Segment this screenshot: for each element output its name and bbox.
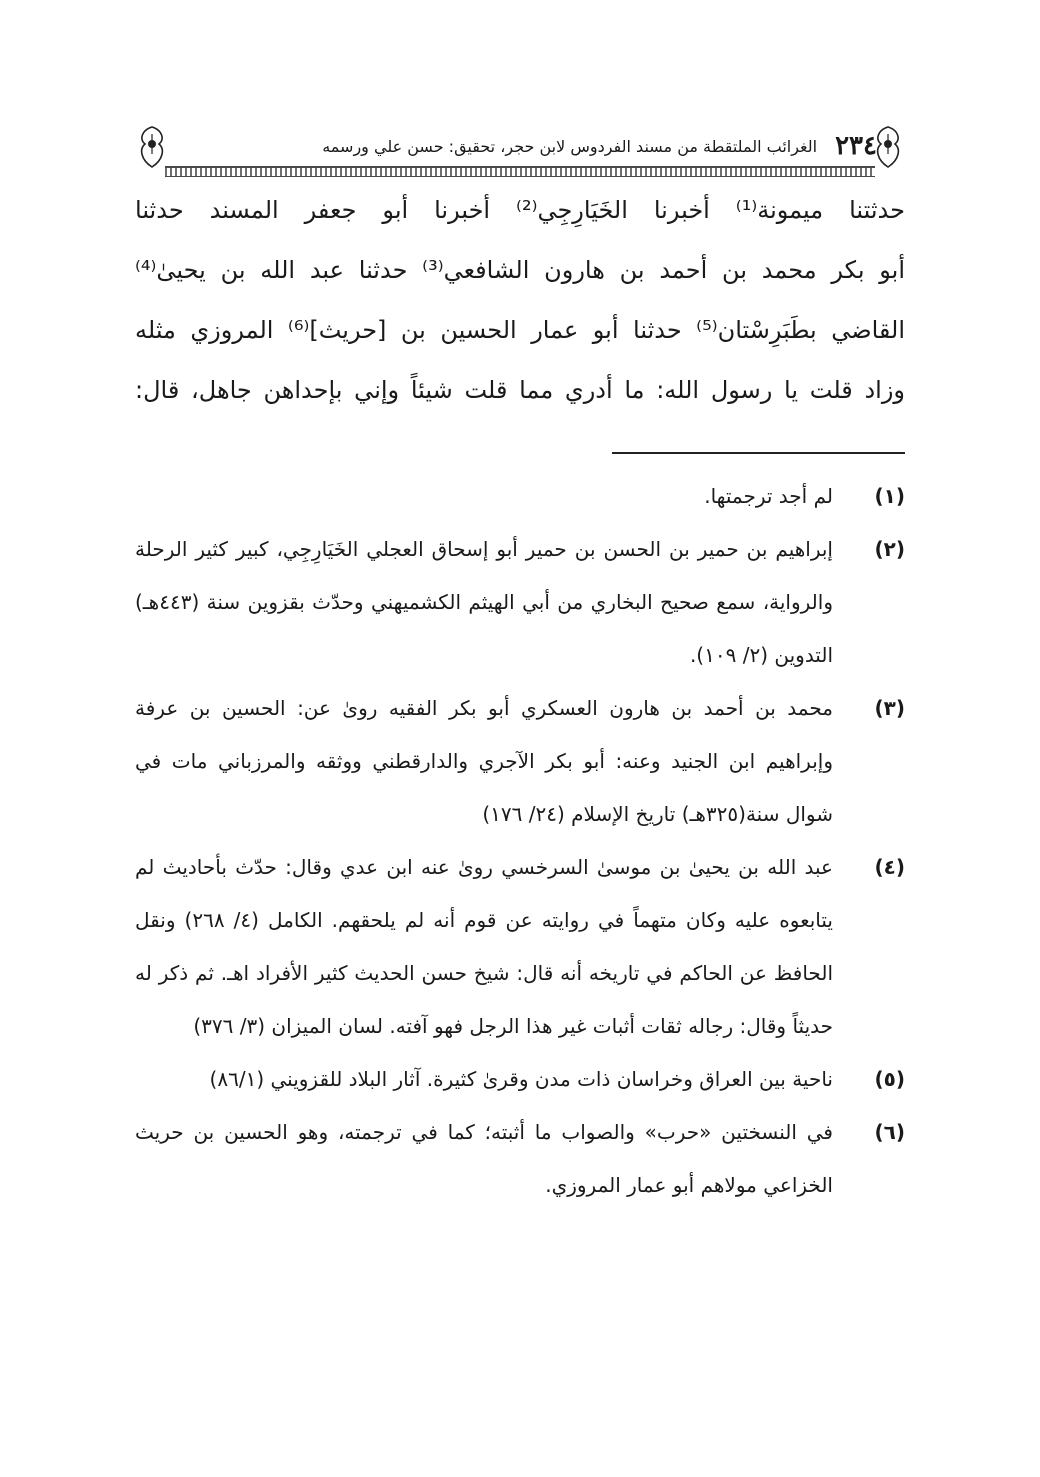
- footnote: [135, 1053, 905, 1106]
- footnote: [135, 523, 905, 682]
- main-text-line: حدثتنا ميمونة⁽¹⁾ أخبرنا الخَيَارِجِي⁽²⁾ أخبرنا أبو جعفر المسند حدثنا: [135, 196, 905, 224]
- main-text-line: أبو بكر محمد بن أحمد بن هارون الشافعي⁽³⁾ حدثنا عبد الله بن يحيىٰ⁽⁴⁾: [135, 256, 905, 284]
- footnote-number: (٣): [874, 696, 905, 720]
- main-text-line: القاضي بطَبَرِسْتان⁽⁵⁾ حدثنا أبو عمار الحسين بن [حريث]⁽⁶⁾ المروزي مثله: [135, 316, 905, 344]
- header-row: [163, 128, 877, 164]
- footnote-text: محمد بن أحمد بن هارون العسكري أبو بكر الفقيه روىٰ عن: الحسين بن عرفة وإبراهيم ابن الجنيد وعنه: أبو بكر الآجري والدارقطني ووثقه والمرزباني مات في شوال سنة(٣٢٥هـ) تاريخ الإسلام (٢٤/ ١٧٦): [135, 696, 833, 826]
- footnote: [135, 682, 905, 841]
- header-ornament-left-icon: [135, 124, 169, 170]
- footnote-number: (٦): [874, 1120, 905, 1144]
- footnote-number: (٢): [874, 537, 905, 561]
- footnote-text: عبد الله بن يحيىٰ بن موسىٰ السرخسي روىٰ عنه ابن عدي وقال: حدّث بأحاديث لم يتابعوه عليه وكان متهماً في روايته عن قوم أنه لم يلحقهم. الكامل (٤/ ٢٦٨) ونقل الحافظ عن الحاكم في تاريخه أنه قال: شيخ حسن الحديث كثير الأفراد اهـ. ثم ذكر له حديثاً وقال: رجاله ثقات أثبات غير هذا الرجل فهو آفته. لسان الميزان (٣/ ٣٧٦): [135, 855, 833, 1038]
- footnote: [135, 841, 905, 1053]
- running-title: الغرائب الملتقطة من مسند الفردوس لابن حجر، تحقيق: حسن علي ورسمه: [322, 136, 818, 156]
- footnote-separator: [612, 452, 905, 454]
- main-text-line: وزاد قلت يا رسول الله: ما أدري مما قلت شيئاً وإني بإحداهن جاهل، قال:: [135, 376, 905, 404]
- footnote-number: (١): [874, 484, 905, 508]
- footnote-text: ناحية بين العراق وخراسان ذات مدن وقرىٰ كثيرة. آثار البلاد للقزويني (٨٦/١): [209, 1067, 833, 1091]
- footnote-number: (٥): [874, 1067, 905, 1091]
- running-header: [135, 118, 905, 178]
- footnote-text: في النسختين «حرب» والصواب ما أثبته؛ كما في ترجمته، وهو الحسين بن حريث الخزاعي مولاهم أبو عمار المروزي.: [135, 1120, 833, 1197]
- page-number: ٢٣٤: [835, 131, 877, 161]
- footnote-text: لم أجد ترجمتها.: [704, 484, 833, 508]
- header-rule: [165, 166, 875, 177]
- footnote: [135, 470, 905, 523]
- footnote-text: إبراهيم بن حمير بن الحسن بن حمير أبو إسحاق العجلي الخَيَارِجِي، كبير كثير الرحلة والرواية، سمع صحيح البخاري من أبي الهيثم الكشميهني وحدّث بقزوين سنة (٤٤٣هـ) التدوين (٢/ ١٠٩).: [135, 537, 833, 667]
- main-text: [135, 180, 905, 420]
- footnote-number: (٤): [874, 855, 905, 879]
- footnote: [135, 1106, 905, 1212]
- footnotes: [135, 470, 905, 1212]
